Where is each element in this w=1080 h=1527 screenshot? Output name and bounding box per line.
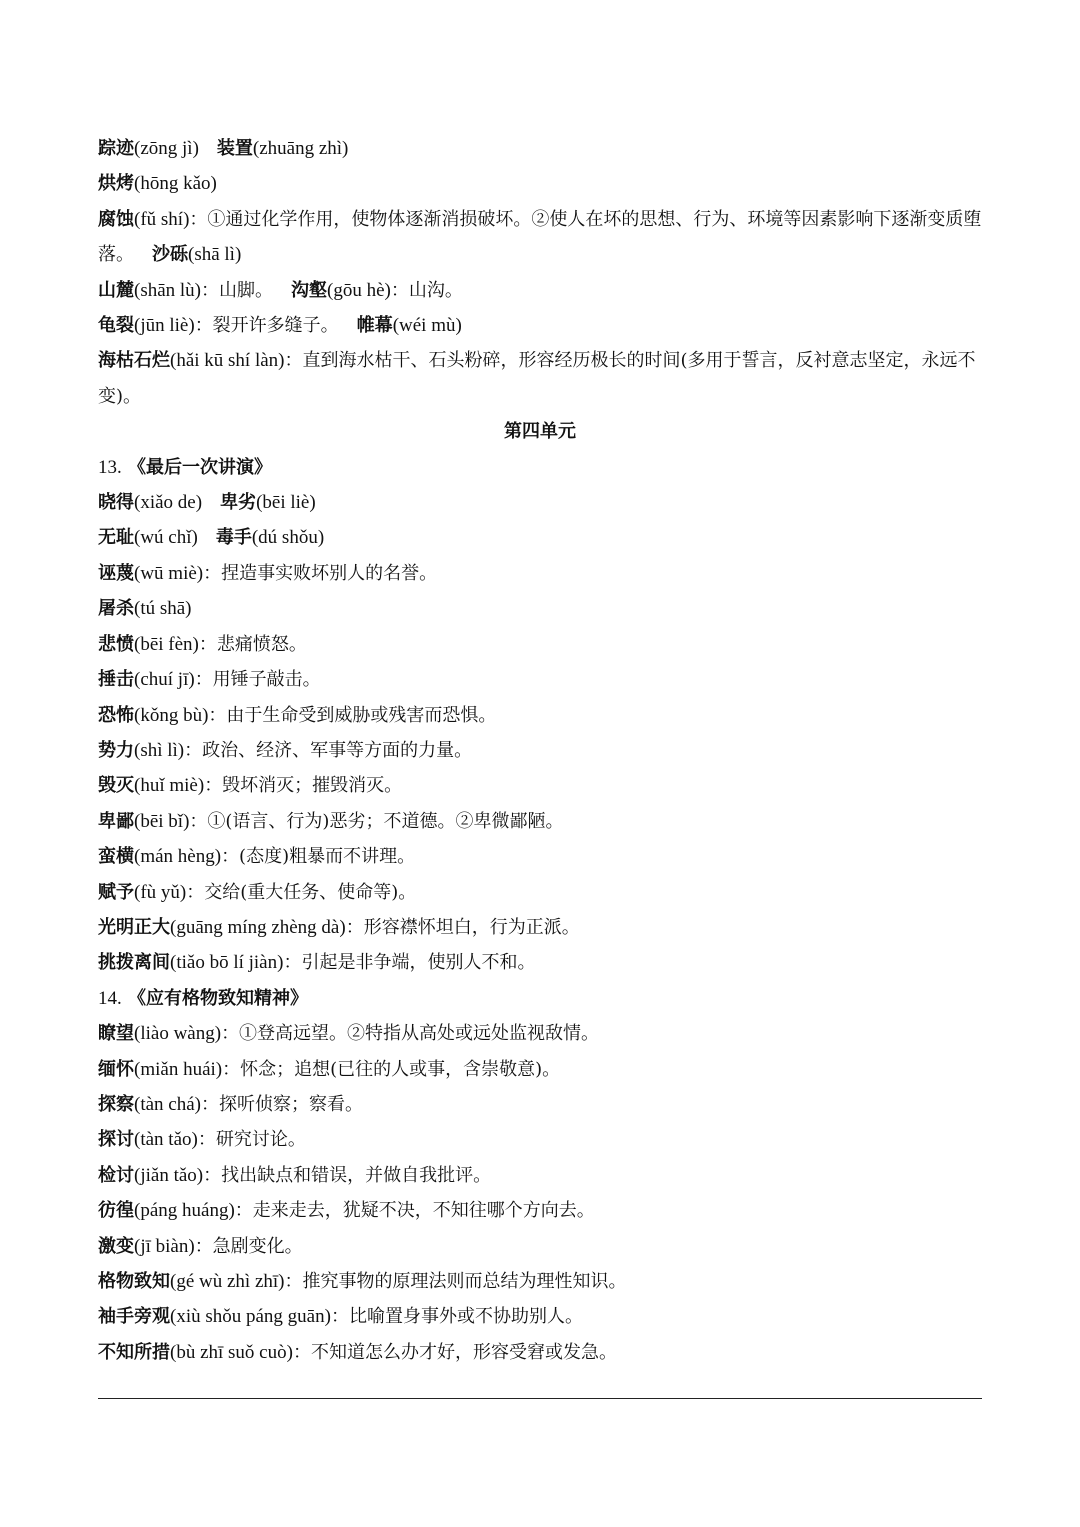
vocab-line [98, 166, 982, 201]
vocab-pinyin: (dú shǒu) [251, 527, 325, 549]
vocabulary-list [98, 131, 982, 1370]
vocab-term: 光明正大 [98, 916, 170, 938]
vocab-definition: ：交给(重大任务、使命等)。 [186, 881, 417, 903]
vocab-line [98, 556, 982, 591]
vocab-pinyin: (bēi fèn) [134, 633, 199, 655]
vocab-pinyin: (jiǎn tǎo) [134, 1164, 204, 1186]
vocab-pinyin: (shān lù) [134, 279, 202, 301]
vocab-pinyin: (tàn tǎo) [134, 1129, 198, 1151]
vocab-pinyin: (mán hèng) [134, 846, 222, 868]
vocab-definition: ：裂开许多缝子。 [194, 315, 339, 337]
vocab-definition: ：用锤子敲击。 [194, 669, 321, 691]
lesson-name: 《应有格物致知精神》 [128, 987, 309, 1009]
vocab-term: 沟壑 [291, 279, 328, 301]
vocab-term: 诬蔑 [98, 562, 134, 584]
vocab-definition: ：形容襟怀坦白，行为正派。 [345, 916, 580, 938]
vocab-pinyin: (miǎn huái) [134, 1058, 223, 1080]
vocab-pinyin: (tàn chá) [134, 1093, 201, 1115]
vocab-line [98, 520, 982, 555]
vocab-definition: ：推究事物的原理法则而总结为理性知识。 [284, 1271, 627, 1292]
vocab-term: 卑劣 [220, 492, 257, 514]
vocab-line [98, 1264, 982, 1299]
vocab-line [98, 804, 982, 839]
vocab-term: 踪迹 [98, 138, 134, 159]
vocab-term: 蛮横 [98, 846, 134, 868]
vocab-term: 悲愤 [98, 633, 134, 655]
vocab-line [98, 768, 982, 803]
vocab-pinyin: (páng huáng) [134, 1200, 235, 1222]
vocab-pinyin: (kǒng bù) [134, 704, 209, 726]
vocab-pinyin: (hōng kǎo) [134, 173, 217, 195]
vocab-line [98, 1229, 982, 1264]
vocab-pinyin: (bù zhī suǒ cuò) [170, 1341, 293, 1363]
vocab-definition: ：①登高远望。②特指从高处或远处监视敌情。 [221, 1023, 600, 1045]
vocab-pinyin: (shā lì) [188, 244, 242, 266]
vocab-term: 激变 [98, 1235, 134, 1257]
lesson-number: 14. [98, 987, 122, 1009]
section-heading: 第四单元 [504, 421, 576, 443]
vocab-term: 势力 [98, 739, 134, 761]
vocab-line [98, 1299, 982, 1334]
vocab-term: 帷幕 [356, 315, 393, 337]
vocab-line [98, 698, 982, 733]
vocab-line [98, 1193, 982, 1228]
lesson-title [98, 450, 982, 485]
vocab-line [98, 627, 982, 662]
vocab-term: 瞭望 [98, 1023, 134, 1045]
vocab-term: 彷徨 [98, 1200, 134, 1222]
vocab-line [98, 733, 982, 768]
vocab-definition: ：急剧变化。 [194, 1235, 303, 1257]
vocab-definition: ：直到海水枯干、石头粉碎，形容经历极长的时间(多用于誓言，反衬意志坚定，永远不变)。 [98, 350, 976, 407]
vocab-definition: ：引起是非争端，使别人不和。 [283, 952, 536, 974]
vocab-term: 恐怖 [98, 704, 134, 726]
vocab-pinyin: (xiǎo de) [134, 492, 203, 514]
vocab-definition: ：找出缺点和错误，并做自我批评。 [203, 1164, 492, 1186]
vocab-pinyin: (fǔ shí) [134, 208, 190, 230]
vocab-term: 龟裂 [98, 315, 134, 337]
vocab-definition: ：①(语言、行为)恶劣；不道德。②卑微鄙陋。 [189, 810, 564, 832]
vocab-pinyin: (tú shā) [134, 598, 192, 620]
vocab-pinyin: (tiǎo bō lí jiàn) [170, 952, 284, 974]
vocab-term: 无耻 [98, 527, 134, 549]
vocab-pinyin: (huǐ miè) [134, 775, 205, 797]
vocab-line [98, 945, 982, 980]
vocab-pinyin: (shì lì) [134, 739, 185, 761]
vocab-line [98, 662, 982, 697]
vocab-line [98, 910, 982, 945]
vocab-term: 探讨 [98, 1129, 134, 1151]
vocab-term: 赋予 [98, 881, 134, 903]
vocab-term: 毒手 [215, 527, 252, 549]
vocab-line [98, 875, 982, 910]
vocab-line [98, 591, 982, 626]
vocab-term: 缅怀 [98, 1058, 134, 1080]
vocab-line [98, 131, 982, 166]
vocab-pinyin: (gé wù zhì zhī) [170, 1271, 285, 1292]
vocab-definition: ：研究讨论。 [197, 1129, 306, 1151]
vocab-definition: ：不知道怎么办才好，形容受窘或发急。 [292, 1341, 617, 1363]
lesson-title [98, 981, 982, 1016]
vocab-pinyin: (xiù shǒu páng guān) [170, 1306, 331, 1328]
vocab-term: 不知所措 [98, 1341, 170, 1363]
vocab-term: 挑拨离间 [98, 952, 170, 974]
vocab-definition: ：毁坏消灭；摧毁消灭。 [204, 775, 403, 797]
footer-rule [98, 1398, 982, 1399]
lesson-number: 13. [98, 456, 122, 478]
vocab-term: 海枯石烂 [98, 350, 170, 372]
vocab-line [98, 1052, 982, 1087]
vocab-pinyin: (liào wàng) [134, 1023, 222, 1045]
vocab-pinyin: (chuí jī) [134, 669, 195, 691]
lesson-name: 《最后一次讲演》 [128, 456, 273, 478]
vocab-line [98, 343, 982, 414]
vocab-definition: ：(态度)粗暴而不讲理。 [221, 846, 416, 868]
vocab-term: 腐蚀 [98, 208, 134, 230]
vocab-definition: ：捏造事实败坏别人的名誉。 [203, 562, 438, 584]
vocab-term: 山麓 [98, 279, 134, 301]
vocab-term: 沙砾 [152, 244, 188, 266]
vocab-pinyin: (bēi liè) [256, 492, 316, 514]
vocab-line [98, 1335, 982, 1370]
vocab-term: 袖手旁观 [98, 1306, 170, 1328]
vocab-term: 装置 [216, 138, 253, 159]
vocab-line [98, 1158, 982, 1193]
vocab-line [98, 308, 982, 343]
vocab-term: 屠杀 [98, 598, 134, 620]
vocab-line [98, 1087, 982, 1122]
vocab-definition: ：由于生命受到威胁或残害而恐惧。 [208, 704, 497, 726]
vocab-term: 卑鄙 [98, 810, 134, 832]
vocab-line [98, 202, 982, 273]
vocab-term: 检讨 [98, 1164, 134, 1186]
vocab-pinyin: (zhuāng zhì) [252, 138, 349, 159]
vocab-definition: ：悲痛愤怒。 [198, 633, 307, 655]
vocab-line [98, 839, 982, 874]
vocab-line [98, 273, 982, 308]
vocab-term: 探察 [98, 1093, 134, 1115]
vocab-term: 毁灭 [98, 775, 134, 797]
vocab-pinyin: (gōu hè) [327, 279, 391, 301]
vocab-line [98, 1016, 982, 1051]
vocab-pinyin: (zōng jì) [134, 138, 199, 159]
vocab-pinyin: (jī biàn) [134, 1235, 195, 1257]
vocab-term: 捶击 [98, 669, 134, 691]
vocab-term: 晓得 [98, 492, 134, 514]
vocab-pinyin: (guāng míng zhèng dà) [170, 916, 346, 938]
vocab-definition: ：山脚。 [201, 279, 274, 301]
vocab-definition: ：探听侦察；察看。 [200, 1093, 363, 1115]
vocab-pinyin: (hǎi kū shí làn) [170, 350, 285, 372]
vocab-term: 格物致知 [98, 1271, 170, 1292]
vocab-pinyin: (bēi bǐ) [134, 810, 190, 832]
vocab-pinyin: (wū miè) [134, 562, 204, 584]
vocab-definition: ：走来走去，犹疑不决，不知往哪个方向去。 [234, 1200, 595, 1222]
vocab-line [98, 1122, 982, 1157]
vocab-line [98, 485, 982, 520]
vocab-definition: ：①通过化学作用，使物体逐渐消损破坏。②使人在坏的思想、行为、环境等因素影响下逐渐变质堕落。 [98, 208, 982, 266]
vocab-pinyin: (fù yǔ) [134, 881, 187, 903]
vocab-definition: ：政治、经济、军事等方面的力量。 [184, 739, 473, 761]
vocab-definition: ：比喻置身事外或不协助别人。 [330, 1306, 583, 1328]
vocab-pinyin: (wú chǐ) [134, 527, 198, 549]
vocab-definition: ：怀念；追想(已往的人或事，含崇敬意)。 [222, 1058, 561, 1080]
vocab-pinyin: (wéi mù) [392, 315, 462, 337]
vocab-term: 烘烤 [98, 173, 134, 195]
vocab-definition: ：山沟。 [390, 279, 463, 301]
vocab-pinyin: (jūn liè) [134, 315, 195, 337]
